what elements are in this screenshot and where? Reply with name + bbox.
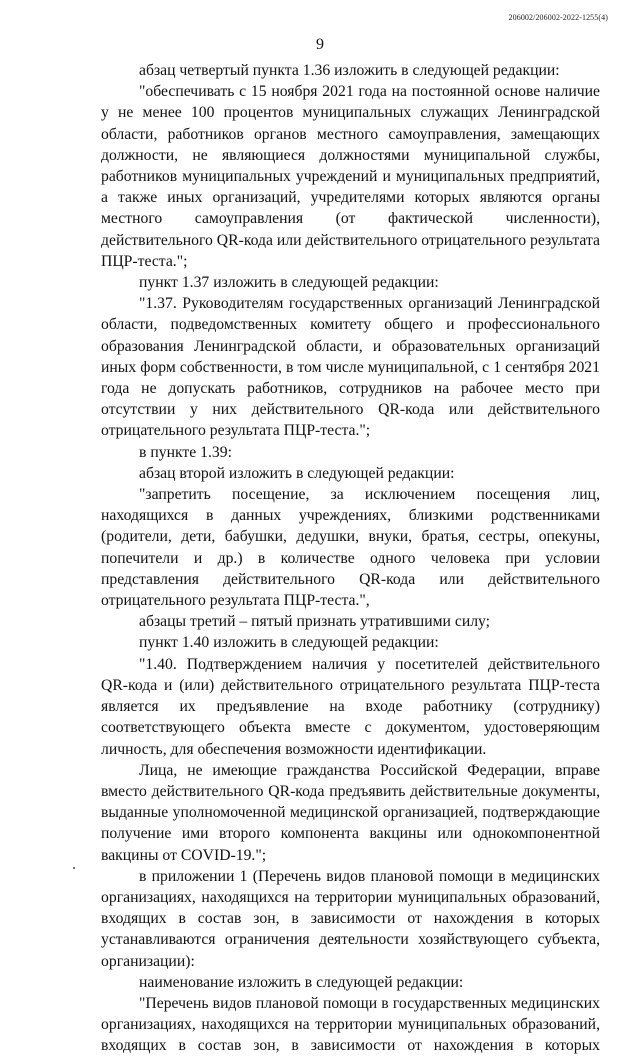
paragraph: наименование изложить в следующей редакции: [139,973,464,991]
document-body [101,60,600,1057]
paragraph: абзацы третий – пятый признать утратившими силу; [139,613,491,631]
paragraph: в пункте 1.39: [139,443,232,461]
paragraph: пункт 1.37 изложить в следующей редакции: [139,274,439,292]
paragraph: "1.40. Подтверждением наличия у посетителей действительного QR-кода и (или) действительного отрицательного результата ПЦР-теста является их предъявление на входе работнику (сотруднику) соответствующего объекта вместе с документом, удостоверяющим личность, для обеспечения возможности идентификации. [101,655,600,758]
paragraph: Лица, не имеющие гражданства Российской Федерации, вправе вместо действительного QR-кода предъявить действительные документы, выданные уполномоченной медицинской организацией, подтверждающие получение ими второго компонента вакцины или однокомпонентной вакцины от COVID-19."; [101,761,600,864]
paragraph: "обеспечивать с 15 ноября 2021 года на постоянной основе наличие у не менее 100 процентов муниципальных служащих Ленинградской области, работников органов местного самоуправления, замещающих должности, не являющиеся должностями муниципальной службы, работников муниципальных учреждений и муниципальных предприятий, а также иных организаций, учредителями которых являются органы местного самоуправления (от фактической численности), действительного QR-кода или действительного отрицательного результата ПЦР-теста."; [101,83,601,270]
paragraph: абзац второй изложить в следующей редакции: [139,464,455,482]
paragraph: "1.37. Руководителям государственных организаций Ленинградской области, подведомственных комитету общего и профессионального образования Ленинградской области, и образовательных организаций иных форм собственности, в том числе муниципальной, с 1 сентября 2021 года не допускать работников, сотрудников на рабочее место при отсутствии у них действительного QR-кода или действительного отрицательного результата ПЦР-теста."; [101,295,600,440]
paragraph: пункт 1.40 изложить в следующей редакции: [139,634,439,652]
scan-mark [73,867,75,869]
paragraph: в приложении 1 (Перечень видов плановой помощи в медицинских организациях, находящихся на территории муниципальных образований, входящих в состав зон, в зависимости от нахождения в которых устанавливаются ограничения деятельности хозяйствующего субъекта, организации): [101,867,600,970]
paragraph: абзац четвертый пункта 1.36 изложить в следующей редакции: [139,62,560,79]
page-number: 9 [316,36,324,53]
document-registration-number: 206002/206002-2022-1255(4) [508,13,608,22]
paragraph-continued: "Перечень видов плановой помощи в государственных медицинских организациях, находящихся на территории муниципальных образований, входящих в состав зон, в зависимости от нахождения в которых [101,994,600,1055]
paragraph: "запретить посещение, за исключением посещения лиц, находящихся в данных учреждениях, близкими родственниками (родители, дети, бабушки, дедушки, внуки, братья, сестры, опекуны, попечители и др.) в количестве одного человека при условии представления действительного QR-кода или действительного отрицательного результата ПЦР-теста.", [101,486,600,610]
